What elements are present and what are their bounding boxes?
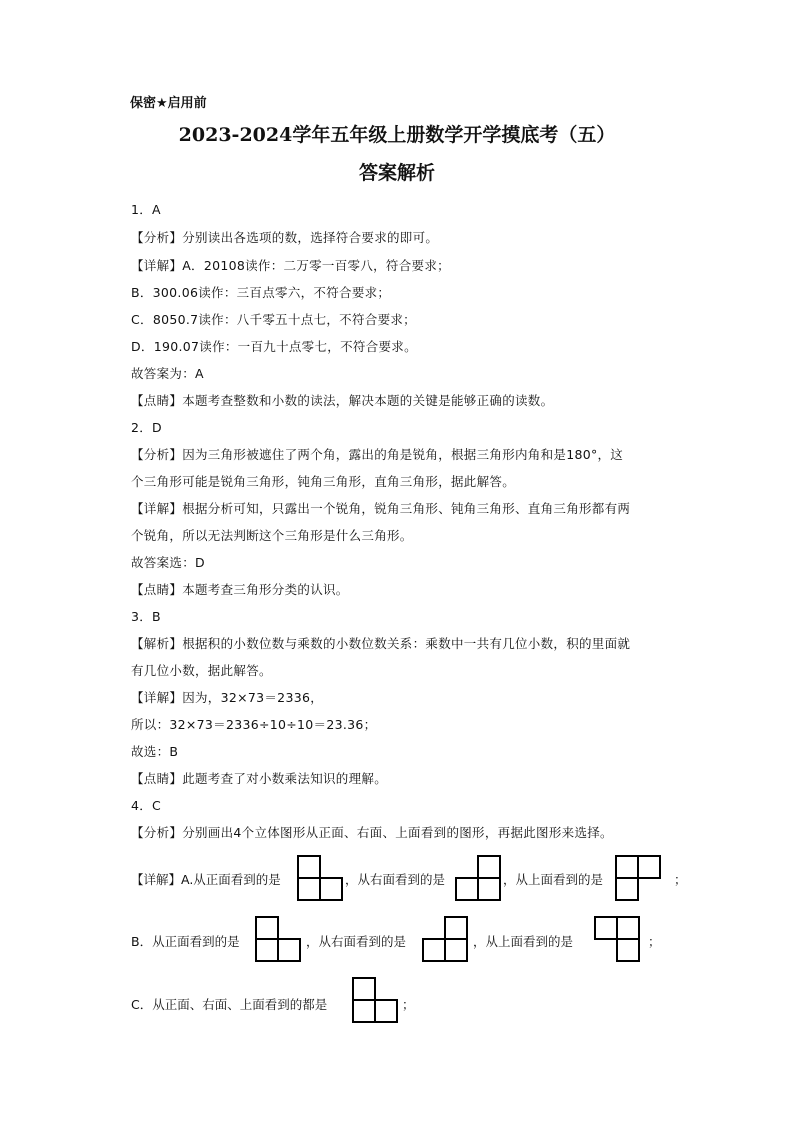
figure-row-b-top-label: ，从上面看到的是 — [473, 934, 574, 949]
text-line: 4．C — [131, 798, 162, 813]
figure-row-a-right-label: ，从右面看到的是 — [345, 872, 446, 887]
text-line: B．300.06读作：三百点零六，不符合要求； — [131, 285, 391, 300]
answer-subtitle: 答案解析 — [358, 162, 435, 184]
figure-row-b-end: ； — [648, 934, 661, 949]
exam-title: 2023-2024学年五年级上册数学开学摸底考（五） — [178, 124, 616, 146]
text-line: 3．B — [131, 609, 161, 624]
figure-row-a-end: ； — [674, 872, 687, 887]
view-figure-l-shape — [255, 916, 301, 962]
text-line: 【点睛】此题考查了对小数乘法知识的理解。 — [131, 771, 388, 786]
text-line: 【分析】因为三角形被遮住了两个角，露出的角是锐角，根据三角形内角和是180°，这 — [131, 447, 624, 462]
text-line: 【详解】因为，32×73＝2336， — [131, 690, 323, 705]
view-figure-reverse-l — [455, 855, 501, 901]
text-line: 【分析】分别读出各选项的数，选择符合要求的即可。 — [131, 230, 439, 245]
text-line: 个三角形可能是锐角三角形，钝角三角形，直角三角形，据此解答。 — [131, 474, 516, 489]
text-line: 有几位小数，据此解答。 — [131, 663, 272, 678]
view-figure-gamma — [615, 855, 661, 901]
figure-row-a-front-label: 【详解】A.从正面看到的是 — [131, 872, 281, 887]
view-figure-l-shape — [297, 855, 343, 901]
figure-row-b-right-label: ，从右面看到的是 — [306, 934, 407, 949]
text-line: C．8050.7读作：八千零五十点七，不符合要求； — [131, 312, 416, 327]
figure-row-a-top-label: ，从上面看到的是 — [503, 872, 604, 887]
figure-row-b-front-label: B．从正面看到的是 — [131, 934, 240, 949]
text-line: 【解析】根据积的小数位数与乘数的小数位数关系：乘数中一共有几位小数，积的里面就 — [131, 636, 631, 651]
text-line: D．190.07读作：一百九十点零七，不符合要求。 — [131, 339, 417, 354]
text-line: 【详解】根据分析可知，只露出一个锐角，锐角三角形、钝角三角形、直角三角形都有两 — [131, 501, 631, 516]
view-figure-reverse-l — [422, 916, 468, 962]
text-line: 故答案为：A — [131, 366, 204, 381]
text-line: 【点睛】本题考查整数和小数的读法，解决本题的关键是能够正确的读数。 — [131, 393, 554, 408]
figure-row-c-end: ； — [402, 997, 415, 1012]
text-line: 所以：32×73＝2336÷10÷10＝23.36； — [131, 717, 377, 732]
figure-row-c-label: C．从正面、右面、上面看到的都是 — [131, 997, 328, 1012]
text-line: 个锐角，所以无法判断这个三角形是什么三角形。 — [131, 528, 413, 543]
text-line: 【分析】分别画出4个立体图形从正面、右面、上面看到的图形，再据此图形来选择。 — [131, 825, 613, 840]
text-line: 1．A — [131, 202, 161, 217]
text-line: 【详解】A．20108读作：二万零一百零八，符合要求； — [131, 258, 450, 273]
text-line: 2．D — [131, 420, 162, 435]
view-figure-mirror-gamma — [594, 916, 640, 962]
text-line: 故选：B — [131, 744, 179, 759]
text-line: 【点睛】本题考查三角形分类的认识。 — [131, 582, 349, 597]
text-line: 故答案选：D — [131, 555, 205, 570]
view-figure-l-shape — [352, 977, 398, 1023]
confidential-label: 保密★启用前 — [130, 96, 207, 111]
